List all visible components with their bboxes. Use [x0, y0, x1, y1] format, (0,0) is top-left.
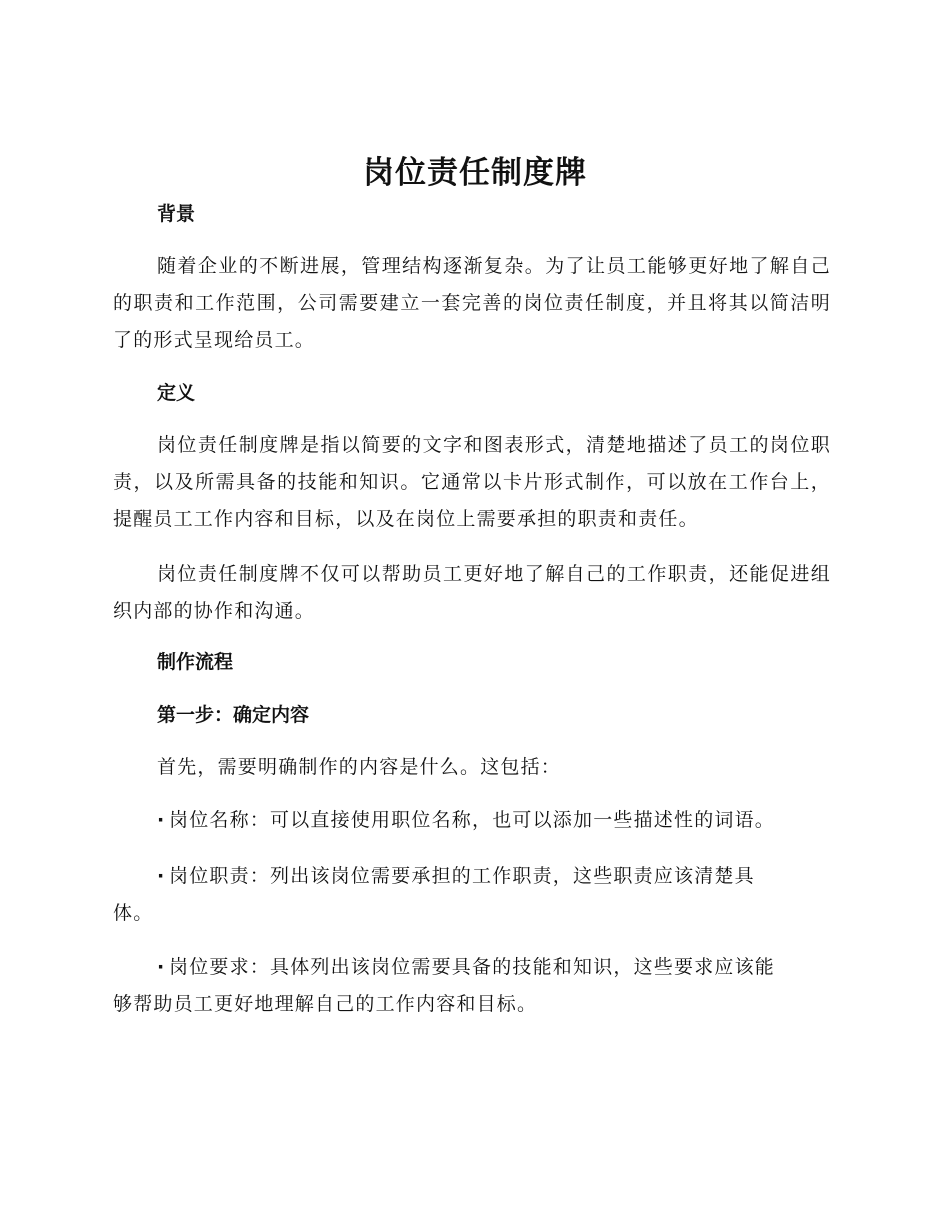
bullet-icon: ·: [157, 865, 166, 887]
list-item-text: 岗位职责：列出该岗位需要承担的工作职责，这些职责应该清楚具: [169, 865, 755, 887]
list-item-first-line: [113, 949, 831, 986]
bullet-icon: ·: [157, 809, 166, 831]
section-heading-process: 制作流程: [157, 651, 234, 673]
process-intro: 首先，需要明确制作的内容是什么。这包括：: [157, 756, 562, 778]
list-item-text: 岗位名称：可以直接使用职位名称，也可以添加一些描述性的词语。: [169, 809, 776, 831]
list-item-position-requirements: [113, 949, 831, 1023]
section-heading-background: 背景: [157, 203, 196, 225]
list-item-first-line: [113, 858, 831, 895]
list-item-continuation: 够帮助员工更好地理解自己的工作内容和目标。: [113, 993, 538, 1015]
definition-paragraph-2: 岗位责任制度牌不仅可以帮助员工更好地了解自己的工作职责，还能促进组织内部的协作和沟通。: [113, 563, 831, 622]
list-item-text: 岗位要求：具体列出该岗位需要具备的技能和知识，这些要求应该能: [169, 956, 776, 978]
step1-heading: 第一步：确定内容: [157, 704, 310, 726]
document-title: 岗位责任制度牌: [363, 155, 587, 191]
background-paragraph: 随着企业的不断进展，管理结构逐渐复杂。为了让员工能够更好地了解自己的职责和工作范围，公司需要建立一套完善的岗位责任制度，并且将其以简洁明了的形式呈现给员工。: [113, 255, 831, 351]
definition-paragraph-1: 岗位责任制度牌是指以简要的文字和图表形式，清楚地描述了员工的岗位职责，以及所需具备的技能和知识。它通常以卡片形式制作，可以放在工作台上，提醒员工工作内容和目标，以及在岗位上需要承担的职责和责任。: [113, 434, 831, 530]
bullet-icon: ·: [157, 956, 166, 978]
list-item-first-line: [113, 802, 831, 839]
section-heading-definition: 定义: [157, 382, 196, 404]
list-item-position-name: [113, 802, 831, 839]
list-item-position-duties: [113, 858, 831, 932]
list-item-continuation: 体。: [113, 902, 154, 924]
